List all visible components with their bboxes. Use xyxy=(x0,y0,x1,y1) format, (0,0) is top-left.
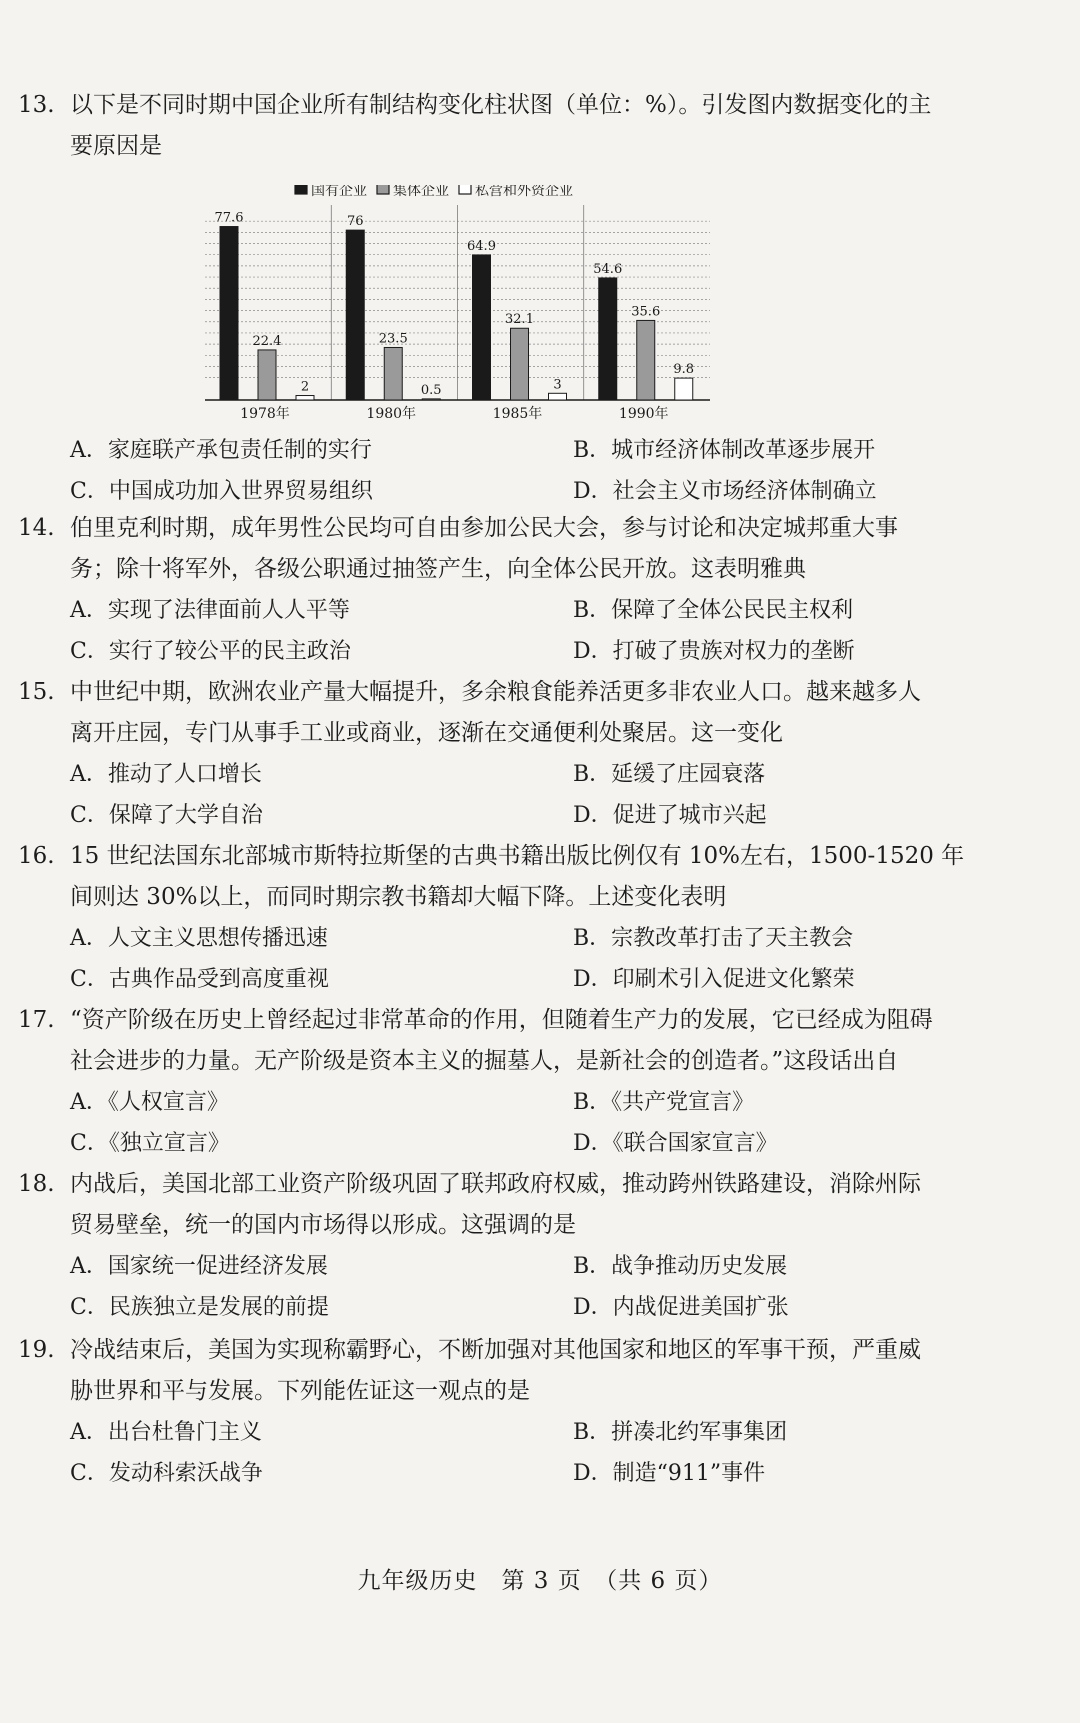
option-a[interactable]: A．推动了人口增长 xyxy=(70,762,262,787)
question-17-stem xyxy=(18,1000,1018,1041)
question-18-stem xyxy=(18,1164,1018,1205)
options-grid xyxy=(18,430,1018,512)
question-text-line2: 胁世界和平与发展。下列能佐证这一观点的是 xyxy=(70,1378,530,1404)
options-grid xyxy=(18,754,1018,836)
bar xyxy=(422,399,440,400)
question-text-line2: 社会进步的力量。无产阶级是资本主义的掘墓人，是新社会的创造者。”这段话出自 xyxy=(70,1048,899,1074)
option-d[interactable]: D．内战促进美国扩张 xyxy=(573,1295,789,1320)
legend-label: 集体企业 xyxy=(393,185,449,199)
data-label: 32.1 xyxy=(505,312,534,328)
question-18 xyxy=(18,1164,1018,1328)
question-13 xyxy=(18,85,1018,167)
option-b[interactable]: B．保障了全体公民民主权利 xyxy=(573,598,854,623)
question-text-line1: 内战后，美国北部工业资产阶级巩固了联邦政府权威，推动跨州铁路建设，消除州际 xyxy=(70,1171,921,1197)
option-b[interactable]: B．延缓了庄园衰落 xyxy=(573,762,766,787)
option-c[interactable]: C．保障了大学自治 xyxy=(70,803,263,828)
data-label: 3 xyxy=(553,377,562,393)
question-number: 17. xyxy=(18,1007,55,1033)
legend-swatch xyxy=(295,185,307,194)
data-label: 54.6 xyxy=(593,261,623,277)
option-c[interactable]: C．古典作品受到高度重视 xyxy=(70,967,329,992)
legend-label: 国有企业 xyxy=(311,185,367,199)
options-grid xyxy=(18,918,1018,1000)
options-grid xyxy=(18,590,1018,672)
question-16-stem xyxy=(18,836,1018,877)
bar xyxy=(384,347,402,400)
option-a[interactable]: A．《人权宣言》 xyxy=(70,1090,229,1115)
bar xyxy=(511,328,529,400)
legend-label: 私营和外资企业 xyxy=(475,185,573,199)
data-label: 9.8 xyxy=(673,362,695,378)
question-13-stem xyxy=(18,85,1018,126)
bar xyxy=(473,255,491,400)
question-15-stem xyxy=(18,672,1018,713)
option-a[interactable]: A．出台杜鲁门主义 xyxy=(70,1420,262,1445)
bar xyxy=(599,278,617,400)
data-label: 77.6 xyxy=(214,210,244,226)
option-c[interactable]: C．中国成功加入世界贸易组织 xyxy=(70,479,373,504)
question-text-line2: 务；除十将军外，各级公职通过抽签产生，向全体公民开放。这表明雅典 xyxy=(70,556,806,582)
question-number: 16. xyxy=(18,843,55,869)
page-footer: 九年级历史 第 3 页 （共 6 页） xyxy=(357,1568,723,1594)
bar xyxy=(258,350,276,400)
question-number: 19. xyxy=(18,1337,55,1363)
bar xyxy=(637,320,655,400)
bar xyxy=(296,396,314,400)
question-19 xyxy=(18,1330,1018,1494)
option-a[interactable]: A．家庭联产承包责任制的实行 xyxy=(70,438,372,463)
question-number: 14. xyxy=(18,515,55,541)
question-text-line2: 要原因是 xyxy=(70,133,162,159)
option-c[interactable]: C．《独立宣言》 xyxy=(70,1131,230,1156)
question-text-line2: 贸易壁垒，统一的国内市场得以形成。这强调的是 xyxy=(70,1212,576,1238)
option-d[interactable]: D．制造“911”事件 xyxy=(573,1461,766,1486)
category-tick-label: 1978年 xyxy=(240,406,290,422)
option-b[interactable]: B．战争推动历史发展 xyxy=(573,1254,788,1279)
bar xyxy=(675,378,693,400)
question-number: 15. xyxy=(18,679,55,705)
question-15 xyxy=(18,672,1018,836)
legend-swatch xyxy=(459,185,471,194)
legend-swatch xyxy=(377,185,389,194)
data-label: 64.9 xyxy=(467,238,496,254)
data-label: 2 xyxy=(300,379,310,395)
question-text-line1: 冷战结束后，美国为实现称霸野心，不断加强对其他国家和地区的军事干预，严重威 xyxy=(70,1337,921,1363)
question-number: 13. xyxy=(18,92,55,118)
category-tick-label: 1990年 xyxy=(618,406,669,422)
question-number: 18. xyxy=(18,1171,55,1197)
option-c[interactable]: C．发动科索沃战争 xyxy=(70,1461,263,1486)
options-grid xyxy=(18,1412,1018,1494)
option-b[interactable]: B．宗教改革打击了天主教会 xyxy=(573,926,854,951)
option-a[interactable]: A．实现了法律面前人人平等 xyxy=(70,598,350,623)
option-b[interactable]: B．拼凑北约军事集团 xyxy=(573,1420,788,1445)
option-b[interactable]: B．城市经济体制改革逐步展开 xyxy=(573,438,876,463)
option-c[interactable]: C．实行了较公平的民主政治 xyxy=(70,639,351,664)
question-17 xyxy=(18,1000,1018,1164)
bar xyxy=(549,393,567,400)
question-text-line1: 伯里克利时期，成年男性公民均可自由参加公民大会，参与讨论和决定城邦重大事 xyxy=(70,515,898,541)
option-a[interactable]: A．国家统一促进经济发展 xyxy=(70,1254,328,1279)
option-a[interactable]: A．人文主义思想传播迅速 xyxy=(70,926,328,951)
question-text-line1: 以下是不同时期中国企业所有制结构变化柱状图（单位：%）。引发图内数据变化的主 xyxy=(70,92,932,118)
option-d[interactable]: D．打破了贵族对权力的垄断 xyxy=(573,639,855,664)
options-grid xyxy=(18,1246,1018,1328)
data-label: 35.6 xyxy=(631,304,661,320)
question-text-line1: 15 世纪法国东北部城市斯特拉斯堡的古典书籍出版比例仅有 10%左右，1500-1520 年 xyxy=(70,843,965,869)
question-16 xyxy=(18,836,1018,1000)
question-text-line1: 中世纪中期，欧洲农业产量大幅提升，多余粮食能养活更多非农业人口。越来越多人 xyxy=(70,679,921,705)
option-c[interactable]: C．民族独立是发展的前提 xyxy=(70,1295,329,1320)
category-tick-label: 1985年 xyxy=(492,406,543,422)
option-d[interactable]: D．印刷术引入促进文化繁荣 xyxy=(573,967,855,992)
question-14 xyxy=(18,508,1018,672)
option-d[interactable]: D．《联合国家宣言》 xyxy=(573,1131,778,1156)
option-d[interactable]: D．促进了城市兴起 xyxy=(573,803,767,828)
data-label: 0.5 xyxy=(420,382,442,398)
question-13-options xyxy=(18,430,1018,512)
question-14-stem xyxy=(18,508,1018,549)
question-text-line2: 离开庄园，专门从事手工业或商业，逐渐在交通便利处聚居。这一变化 xyxy=(70,720,783,746)
bar xyxy=(346,230,364,400)
category-tick-label: 1980年 xyxy=(366,406,417,422)
option-b[interactable]: B．《共产党宣言》 xyxy=(573,1090,755,1115)
data-label: 22.4 xyxy=(252,333,282,349)
data-label: 23.5 xyxy=(378,331,408,347)
data-label: 76 xyxy=(346,214,364,230)
question-text-line1: “资产阶级在历史上曾经起过非常革命的作用，但随着生产力的发展，它已经成为阻碍 xyxy=(70,1007,933,1033)
bar xyxy=(220,227,238,400)
options-grid xyxy=(18,1082,1018,1164)
question-19-stem xyxy=(18,1330,1018,1371)
question-text-line2: 间则达 30%以上，而同时期宗教书籍却大幅下降。上述变化表明 xyxy=(70,884,727,910)
option-d[interactable]: D．社会主义市场经济体制确立 xyxy=(573,479,877,504)
